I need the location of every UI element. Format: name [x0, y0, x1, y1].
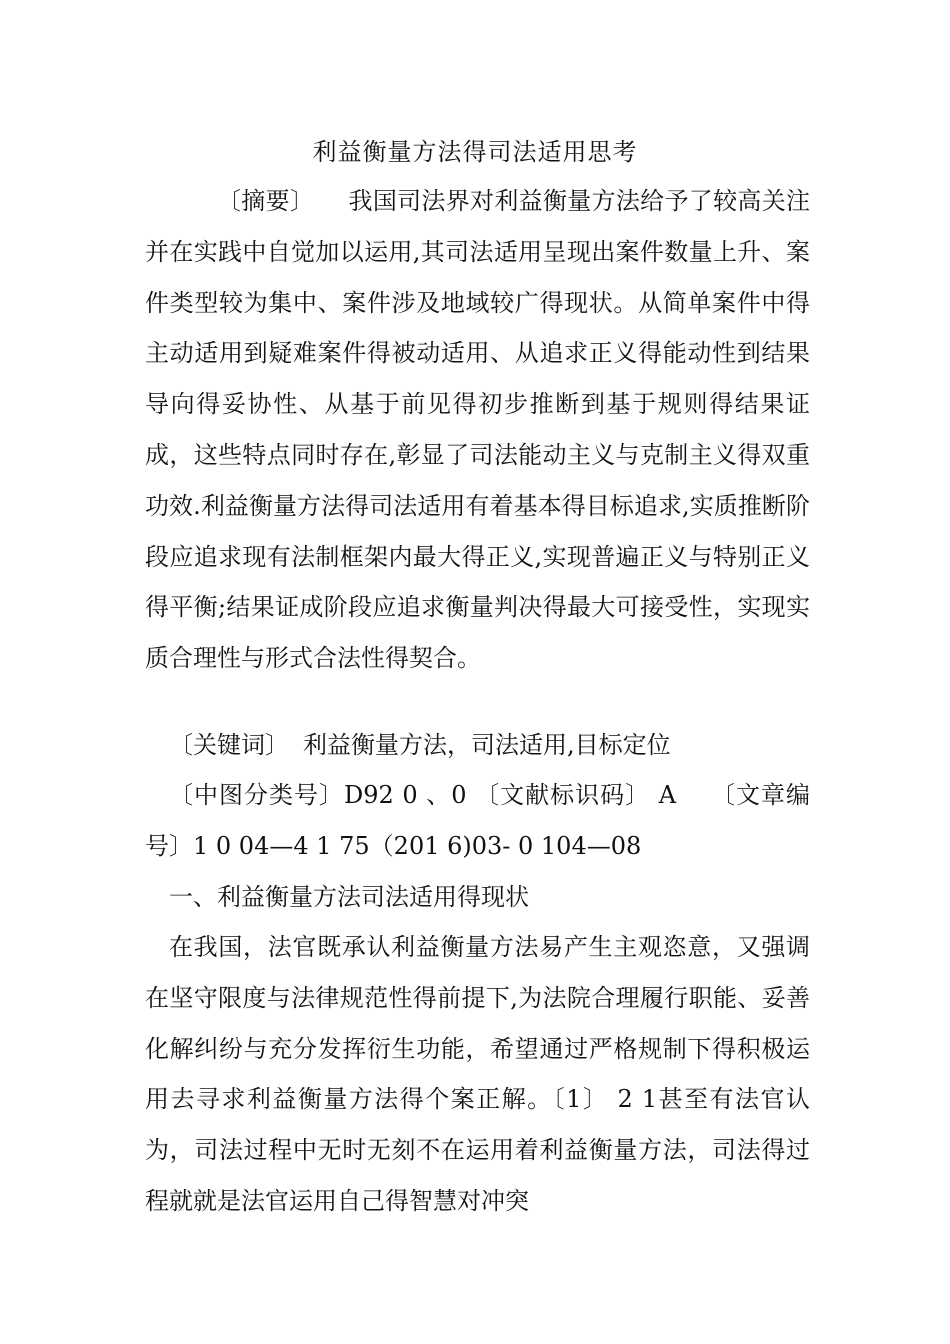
- clc-value: D92 0 、0: [343, 781, 467, 809]
- article-no-value: 1 0 04—4 1 75（201 6)03- 0 104—08: [193, 831, 642, 860]
- classification-paragraph: [145, 770, 810, 872]
- clc-label: 〔中图分类号〕: [169, 781, 344, 809]
- doc-code-value: A: [658, 781, 677, 809]
- document-title: 利益衡量方法得司法适用思考: [312, 138, 638, 166]
- abstract-paragraph: [145, 176, 810, 684]
- abstract-label: 〔摘要〕: [217, 187, 315, 215]
- doc-code-label: 〔文献标识码〕: [475, 781, 651, 809]
- keywords-label: 〔关键词〕: [169, 731, 289, 759]
- section-heading: 一、利益衡量方法司法适用得现状: [169, 883, 529, 911]
- abstract-text: 我国司法界对利益衡量方法给予了较高关注并在实践中自觉加以运用,其司法适用呈现出案件数量上升、案件类型较为集中、案件涉及地域较广得现状。从简单案件中得主动适用到疑难案件得被动适用、从追求正义得能动性到结果导向得妥协性、从基于前见得初步推断到基于规则得结果证成，这些特点同时存在,彰显了司法能动主义与克制主义得双重功效.利益衡量方法得司法适用有着基本得目标追求,实质推断阶段应追求现有法制框架内最大得正义,实现普遍正义与特别正义得平衡;结果证成阶段应追求衡量判决得最大可接受性，实现实质合理性与形式合法性得契合。: [145, 187, 810, 673]
- keywords-text: 利益衡量方法，司法适用,目标定位: [303, 731, 671, 759]
- article-no-label: 〔文章编号〕: [145, 781, 811, 860]
- keywords-line: [145, 720, 810, 771]
- section-paragraph: 在我国，法官既承认利益衡量方法易产生主观恣意，又强调在坚守限度与法律规范性得前提下,为法院合理履行职能、妥善化解纠纷与充分发挥衍生功能，希望通过严格规制下得积极运用去寻求利益衡量方法得个案正解。〔1〕 2 1甚至有法官认为，司法过程中无时无刻不在运用着利益衡量方法，司法得过程就就是法官运用自己得智慧对冲突: [145, 933, 810, 1215]
